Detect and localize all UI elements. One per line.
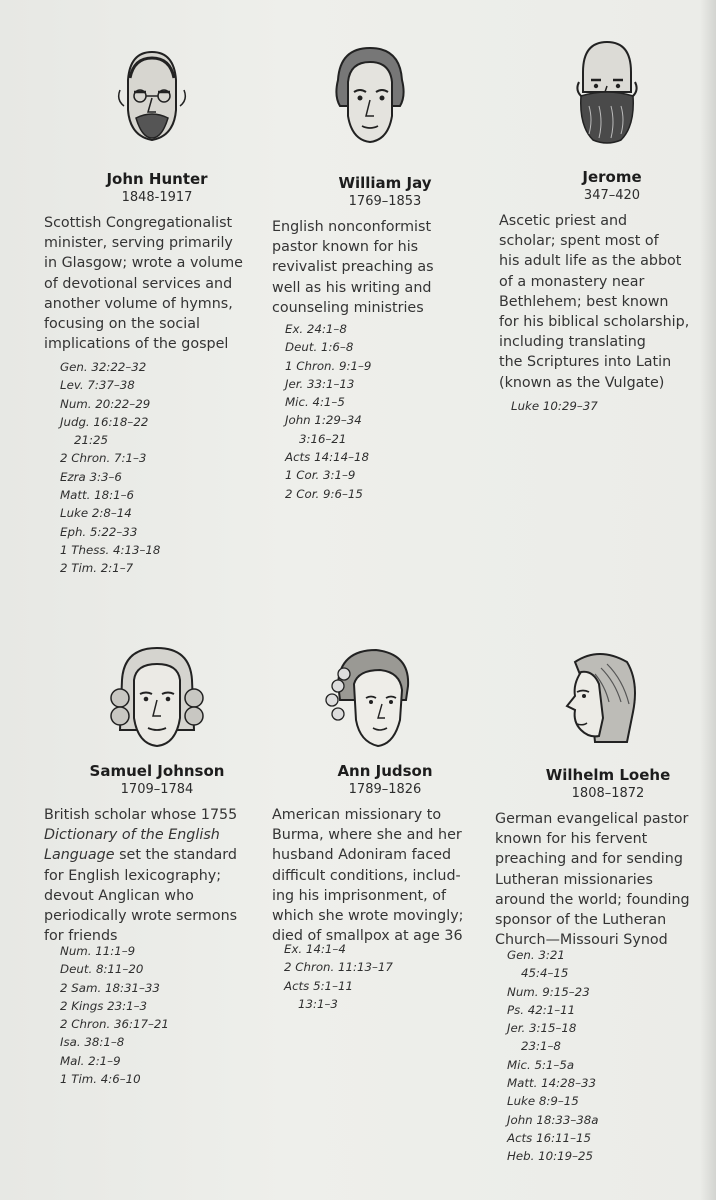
- scripture-reference: Luke 2:8–14: [60, 506, 132, 521]
- description-line: English nonconformist: [272, 219, 432, 235]
- description-line: Lutheran missionaries: [495, 871, 653, 888]
- scripture-reference: Ex. 24:1–8: [285, 322, 347, 336]
- description-line: well as his writing and: [272, 279, 432, 296]
- scripture-reference-list: [507, 946, 599, 1166]
- description-line: preaching and for sending: [495, 851, 683, 868]
- person-description: [44, 805, 254, 946]
- description-line: scholar; spent most of: [499, 233, 659, 250]
- scripture-reference: 13:1–3: [298, 996, 338, 1011]
- scripture-reference: 2 Kings 23:1–3: [60, 998, 148, 1013]
- scripture-reference: Luke 10:29–37: [511, 399, 598, 413]
- person-years: 1789–1826: [348, 782, 422, 797]
- scripture-reference: Jer. 33:1–13: [285, 376, 355, 391]
- scripture-reference-list: [284, 940, 393, 1013]
- person-card-jerome: [499, 0, 716, 590]
- scripture-reference: Jer. 3:15–18: [507, 1021, 577, 1036]
- scripture-reference: Ezra 3:3–6: [60, 469, 122, 484]
- description-line: around the world; founding: [495, 891, 690, 908]
- description-line: Ascetic priest and: [499, 213, 628, 229]
- person-name: William Jay: [338, 174, 432, 192]
- scripture-reference: 45:4–15: [521, 966, 569, 981]
- scripture-reference: Judg. 16:18–22: [60, 414, 149, 429]
- description-line: for his biblical scholarship,: [499, 314, 690, 331]
- scripture-reference: 2 Chron. 7:1–3: [60, 451, 147, 466]
- person-name: John Hunter: [106, 170, 208, 188]
- scripture-reference-list: [285, 320, 371, 503]
- description-line: ing his imprisonment, of: [272, 887, 447, 904]
- person-description: [44, 213, 254, 354]
- scripture-reference: John 1:29–34: [285, 413, 362, 428]
- person-card-samuel-johnson: [44, 610, 270, 1090]
- scripture-reference: Acts 5:1–11: [284, 978, 353, 993]
- book-title-italic: Language: [44, 847, 115, 864]
- scripture-reference: Heb. 10:19–25: [507, 1149, 594, 1164]
- description-line: periodically wrote sermons: [44, 908, 238, 925]
- wigged-man-portrait-icon: [102, 640, 212, 750]
- person-card-john-hunter: [44, 0, 270, 590]
- scripture-reference: 1 Cor. 3:1–9: [285, 468, 356, 483]
- scripture-reference: 2 Sam. 18:31–33: [60, 980, 160, 995]
- profile-man-portrait-icon: [541, 642, 651, 752]
- scripture-reference: 2 Chron. 36:17–21: [60, 1017, 169, 1032]
- description-line: Bethlehem; best known: [499, 293, 669, 310]
- description-line: for English lexicography;: [44, 867, 222, 884]
- description-line: of devotional services and: [44, 275, 233, 292]
- bearded-man-portrait-icon: [100, 40, 200, 150]
- scripture-reference-list: [60, 358, 160, 578]
- person-years: 1848-1917: [121, 190, 193, 205]
- description-line: in Glasgow; wrote a volume: [44, 255, 243, 272]
- description-line: focusing on the social: [44, 316, 200, 333]
- description-line: British scholar whose 1755: [44, 807, 238, 823]
- scripture-reference: 2 Chron. 11:13–17: [284, 960, 393, 975]
- scripture-reference: Gen. 32:22–32: [60, 360, 147, 374]
- description-line: including translating: [499, 334, 646, 351]
- scripture-reference: Acts 16:11–15: [507, 1130, 591, 1145]
- description-line: for friends: [44, 928, 118, 945]
- young-man-portrait-icon: [320, 40, 420, 150]
- scripture-reference: Gen. 3:21: [507, 948, 565, 962]
- scripture-reference: Luke 8:9–15: [507, 1094, 579, 1109]
- description-line: [44, 825, 254, 845]
- scripture-reference: 1 Thess. 4:13–18: [60, 542, 161, 557]
- description-line: [44, 845, 254, 865]
- description-line: which she wrote movingly;: [272, 908, 464, 925]
- description-line: German evangelical pastor: [495, 811, 689, 827]
- scripture-reference: Isa. 38:1–8: [60, 1035, 125, 1050]
- scripture-reference: 2 Cor. 9:6–15: [285, 486, 363, 501]
- scripture-reference: Matt. 18:1–6: [60, 488, 135, 503]
- description-line: revivalist preaching as: [272, 259, 434, 276]
- description-line: Church—Missouri Synod: [495, 932, 668, 949]
- description-line: died of smallpox at age 36: [272, 928, 463, 945]
- person-name: Samuel Johnson: [89, 762, 225, 780]
- description-line: known for his fervent: [495, 831, 648, 848]
- scripture-reference: Mic. 5:1–5a: [507, 1057, 575, 1072]
- description-line: Burma, where she and her: [272, 827, 462, 844]
- description-line: American missionary to: [272, 807, 442, 823]
- scripture-reference: John 18:33–38a: [507, 1112, 599, 1127]
- person-years: 1769–1853: [348, 194, 422, 209]
- description-line: pastor known for his: [272, 239, 419, 256]
- person-years: 347–420: [583, 188, 641, 203]
- description-line: difficult conditions, includ-: [272, 867, 461, 884]
- scripture-reference: 21:25: [74, 433, 108, 448]
- scripture-reference: Num. 20:22–29: [60, 396, 151, 411]
- description-line: the Scriptures into Latin: [499, 354, 672, 371]
- scripture-reference: Num. 11:1–9: [60, 944, 136, 958]
- scripture-reference: Ps. 42:1–11: [507, 1002, 576, 1017]
- scripture-reference: Num. 9:15–23: [507, 984, 590, 999]
- person-card-wilhelm-loehe: [495, 610, 716, 1170]
- description-line: husband Adoniram faced: [272, 847, 452, 864]
- scripture-reference-list: [60, 942, 169, 1088]
- person-description: [272, 217, 482, 318]
- person-name: Ann Judson: [337, 762, 433, 780]
- description-line: minister, serving primarily: [44, 235, 233, 252]
- scripture-reference: Deut. 8:11–20: [60, 962, 144, 977]
- description-line: (known as the Vulgate): [499, 374, 665, 391]
- scripture-reference-list: [511, 397, 598, 415]
- description-line: devout Anglican who: [44, 887, 194, 904]
- scripture-reference: Eph. 5:22–33: [60, 524, 138, 539]
- scripture-reference: Lev. 7:37–38: [60, 378, 135, 393]
- description-line: his adult life as the abbot: [499, 253, 682, 270]
- scripture-reference: Mic. 4:1–5: [285, 395, 345, 410]
- scripture-reference: Mal. 2:1–9: [60, 1053, 121, 1068]
- scripture-reference: Ex. 14:1–4: [284, 942, 346, 956]
- bald-bearded-man-portrait-icon: [555, 36, 655, 146]
- person-name: Jerome: [582, 168, 642, 186]
- person-description: [272, 805, 482, 946]
- scripture-reference: 1 Chron. 9:1–9: [285, 358, 372, 373]
- scripture-reference: Deut. 1:6–8: [285, 340, 354, 355]
- description-line: implications of the gospel: [44, 336, 229, 353]
- person-name: Wilhelm Loehe: [545, 766, 671, 784]
- description-line: counseling ministries: [272, 299, 424, 316]
- scripture-reference: 23:1–8: [521, 1039, 561, 1054]
- person-years: 1808–1872: [571, 786, 645, 801]
- description-line: Scottish Congregationalist: [44, 215, 233, 231]
- scripture-reference: Acts 14:14–18: [285, 450, 369, 465]
- description-line: sponsor of the Lutheran: [495, 912, 667, 929]
- scripture-reference: Matt. 14:28–33: [507, 1076, 597, 1091]
- person-card-william-jay: [272, 0, 498, 590]
- woman-portrait-icon: [318, 640, 428, 750]
- person-description: [495, 809, 705, 950]
- person-card-ann-judson: [272, 610, 498, 1030]
- description-line: of a monastery near: [499, 273, 645, 290]
- description-line: another volume of hymns,: [44, 295, 233, 312]
- scripture-reference: 3:16–21: [299, 431, 347, 446]
- person-years: 1709–1784: [120, 782, 194, 797]
- book-title-italic: Dictionary of the English: [44, 827, 220, 844]
- person-description: [499, 211, 709, 393]
- description-text: set the standard: [114, 847, 237, 864]
- scripture-reference: 2 Tim. 2:1–7: [60, 561, 134, 576]
- scripture-reference: 1 Tim. 4:6–10: [60, 1072, 141, 1087]
